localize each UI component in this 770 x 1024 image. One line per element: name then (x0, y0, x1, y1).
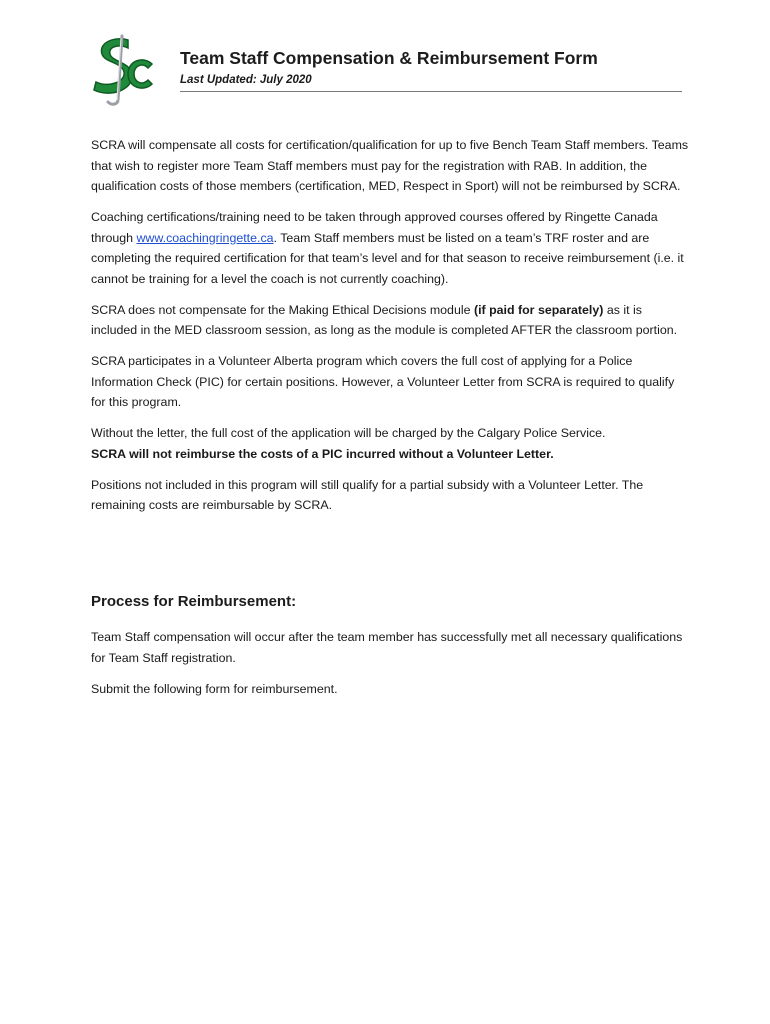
process-body (91, 627, 691, 710)
paragraph-partial-subsidy: Positions not included in this program will still qualify for a partial subsidy with a Volunteer Letter. The remaining costs are reimbursable by SCRA. (91, 477, 644, 512)
paragraph-pic-warning (91, 423, 691, 464)
document-header (180, 46, 682, 92)
logo-c-shape (128, 60, 152, 88)
paragraph-pic-text: Without the letter, the full cost of the application will be charged by the Calgary Police Service. (91, 426, 606, 440)
paragraph-volunteer-alberta: SCRA participates in a Volunteer Alberta program which covers the full cost of applying for a Police Information Check (PIC) for certain positions. However, a Volunteer Letter from SCRA is required to qualify for this program. (91, 354, 675, 409)
document-body (91, 135, 691, 526)
paragraph-med-module (91, 300, 691, 341)
paragraph-certifications (91, 207, 691, 289)
scra-logo (88, 34, 156, 108)
paragraph-pic-bold: SCRA will not reimburse the costs of a PIC incurred without a Volunteer Letter. (91, 446, 554, 461)
paragraph-compensation: SCRA will compensate all costs for certification/qualification for up to five Bench Team Staff members. Teams that wish to register more Team Staff members must pay for the registration with RAB. In addition, the qualification costs of those members (certification, MED, Respect in Sport) will not be reimbursed by SCRA. (91, 138, 689, 193)
page-title: Team Staff Compensation & Reimbursement Form (180, 48, 598, 68)
paragraph-certifications-text-1: Coaching certifications/training need to be taken through approved courses offered by Ringette Canada through (91, 210, 658, 245)
paragraph-process-compensation: Team Staff compensation will occur after the team member has successfully met all necessary qualifications for Team Staff registration. (91, 630, 683, 665)
paragraph-process-submit: Submit the following form for reimbursement. (91, 681, 338, 696)
section-heading-process: Process for Reimbursement: (91, 593, 297, 610)
paragraph-certifications-text-2: . Team Staff members must be listed on a team’s TRF roster and are completing the required certification for that team’s level and for that season to receive reimbursement (i.e. it cannot be training for a level the coach is not currently coaching). (91, 230, 684, 286)
logo-s-shape (94, 39, 132, 93)
paragraph-med-bold: (if paid for separately) (473, 302, 604, 317)
paragraph-med-text-2: as it is included in the MED classroom session, as long as the module is completed AFTER the classroom portion. (91, 302, 678, 337)
paragraph-med-text-1: SCRA does not compensate for the Making Ethical Decisions module (91, 302, 474, 317)
last-updated: Last Updated: July 2020 (180, 74, 312, 86)
coaching-ringette-link[interactable]: www.coachingringette.ca (136, 230, 274, 245)
